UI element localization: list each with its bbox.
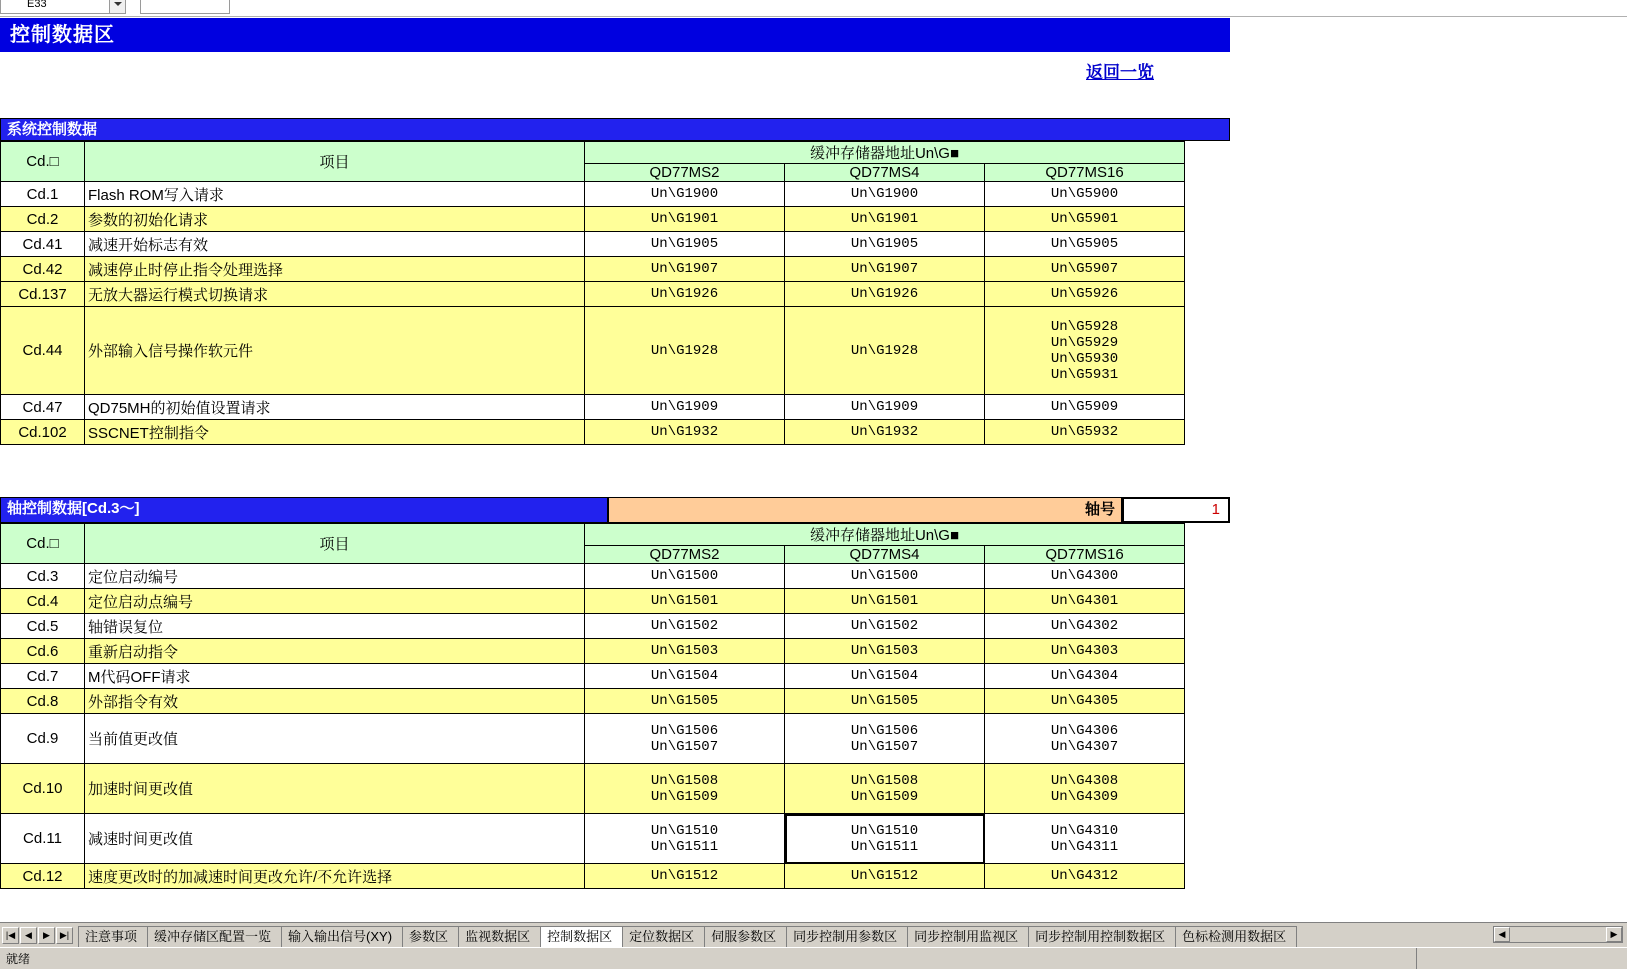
sheet-tab-8[interactable]: 同步控制用参数区 xyxy=(786,926,908,947)
cell-address-ms4[interactable]: Un\G1932 xyxy=(785,420,985,445)
cell-cd: Cd.5 xyxy=(1,614,85,639)
table-row xyxy=(1,814,1185,864)
cell-address-ms4[interactable]: Un\G1512 xyxy=(785,864,985,889)
cell-address-ms2[interactable]: Un\G1501 xyxy=(585,589,785,614)
cell-cd: Cd.11 xyxy=(1,814,85,864)
cell-address-ms16[interactable]: Un\G4303 xyxy=(985,639,1185,664)
cell-address-ms4[interactable]: Un\G1506 Un\G1507 xyxy=(785,714,985,764)
cell-address-ms16[interactable]: Un\G4308 Un\G4309 xyxy=(985,764,1185,814)
status-text: 就绪 xyxy=(6,952,31,966)
cell-cd: Cd.42 xyxy=(1,257,85,282)
cell-address-ms16[interactable]: Un\G5932 xyxy=(985,420,1185,445)
header-cd: Cd.□ xyxy=(1,524,85,564)
section-banner-system-control: 系统控制数据 xyxy=(0,118,1230,141)
cell-address-ms16[interactable]: Un\G5909 xyxy=(985,395,1185,420)
cell-item: QD75MH的初始值设置请求 xyxy=(85,395,585,420)
cell-cd: Cd.41 xyxy=(1,232,85,257)
cell-cd: Cd.47 xyxy=(1,395,85,420)
cell-address-ms16[interactable]: Un\G4312 xyxy=(985,864,1185,889)
table-row xyxy=(1,257,1185,282)
cell-address-ms2[interactable]: Un\G1512 xyxy=(585,864,785,889)
table-header-row xyxy=(1,524,1185,546)
section-banner-axis-control: 轴控制数据[Cd.3～] xyxy=(0,497,608,523)
cell-cd: Cd.1 xyxy=(1,182,85,207)
cell-address-ms4[interactable]: Un\G1901 xyxy=(785,207,985,232)
table-row xyxy=(1,182,1185,207)
table-row xyxy=(1,639,1185,664)
cell-address-ms4[interactable]: Un\G1905 xyxy=(785,232,985,257)
cell-address-ms2[interactable]: Un\G1907 xyxy=(585,257,785,282)
cell-item: 减速停止时停止指令处理选择 xyxy=(85,257,585,282)
table-row xyxy=(1,564,1185,589)
table-header-row xyxy=(1,142,1185,164)
cell-cd: Cd.44 xyxy=(1,307,85,395)
table-row xyxy=(1,714,1185,764)
header-model-qd77ms4: QD77MS4 xyxy=(785,164,985,182)
header-buffer-memory: 缓冲存储器地址Un\G■ xyxy=(585,524,1185,546)
sheet-nav-button-2[interactable]: ▶ xyxy=(38,927,55,944)
table-row xyxy=(1,664,1185,689)
cell-item: 当前值更改值 xyxy=(85,714,585,764)
sheet-tab-bar xyxy=(0,922,1627,947)
sheet-tab-1[interactable]: 缓冲存储区配置一览 xyxy=(147,926,282,947)
sheet-tab-3[interactable]: 参数区 xyxy=(402,926,459,947)
system-control-data-table xyxy=(0,141,1185,445)
sheet-tab-6[interactable]: 定位数据区 xyxy=(622,926,705,947)
cell-cd: Cd.2 xyxy=(1,207,85,232)
cell-item: 速度更改时的加减速时间更改允许/不允许选择 xyxy=(85,864,585,889)
cell-address-ms2[interactable]: Un\G1500 xyxy=(585,564,785,589)
sheet-nav-button-0[interactable]: |◀ xyxy=(2,927,19,944)
cell-address-ms4[interactable]: Un\G1926 xyxy=(785,282,985,307)
scroll-right-arrow-icon[interactable]: ▶ xyxy=(1606,927,1622,942)
cell-address-ms16[interactable]: Un\G4302 xyxy=(985,614,1185,639)
cell-address-ms16[interactable]: Un\G5900 xyxy=(985,182,1185,207)
table-row xyxy=(1,395,1185,420)
cell-address-ms4[interactable]: Un\G1928 xyxy=(785,307,985,395)
sheet-tabs xyxy=(78,925,1296,947)
sheet-tab-0[interactable]: 注意事项 xyxy=(78,926,148,947)
cell-address-ms4[interactable]: Un\G1900 xyxy=(785,182,985,207)
cell-cd: Cd.102 xyxy=(1,420,85,445)
cell-address-ms4[interactable]: Un\G1909 xyxy=(785,395,985,420)
cell-address-ms16[interactable]: Un\G5901 xyxy=(985,207,1185,232)
cell-item: 外部输入信号操作软元件 xyxy=(85,307,585,395)
cell-cd: Cd.7 xyxy=(1,664,85,689)
sheet-tab-11[interactable]: 色标检测用数据区 xyxy=(1175,926,1297,947)
cell-address-ms2[interactable]: Un\G1506 Un\G1507 xyxy=(585,714,785,764)
header-model-qd77ms16: QD77MS16 xyxy=(985,546,1185,564)
cell-address-ms16[interactable]: Un\G5907 xyxy=(985,257,1185,282)
axis-number-label: 轴号 xyxy=(608,497,1122,523)
cell-item: 重新启动指令 xyxy=(85,639,585,664)
cell-item: 加速时间更改值 xyxy=(85,764,585,814)
cell-item: M代码OFF请求 xyxy=(85,664,585,689)
table-row xyxy=(1,307,1185,395)
header-item: 项目 xyxy=(85,524,585,564)
table-row xyxy=(1,864,1185,889)
header-cd: Cd.□ xyxy=(1,142,85,182)
cell-address-ms2[interactable]: Un\G1504 xyxy=(585,664,785,689)
header-buffer-memory: 缓冲存储器地址Un\G■ xyxy=(585,142,1185,164)
cell-address-ms2[interactable]: Un\G1905 xyxy=(585,232,785,257)
sheet-nav-button-3[interactable]: ▶| xyxy=(56,927,73,944)
cell-cd: Cd.10 xyxy=(1,764,85,814)
formula-input[interactable] xyxy=(140,0,230,14)
cell-address-ms4[interactable]: Un\G1504 xyxy=(785,664,985,689)
cell-address-ms4[interactable]: Un\G1505 xyxy=(785,689,985,714)
cell-address-ms16[interactable]: Un\G4301 xyxy=(985,589,1185,614)
header-model-qd77ms4: QD77MS4 xyxy=(785,546,985,564)
cell-cd: Cd.6 xyxy=(1,639,85,664)
scroll-left-arrow-icon[interactable]: ◀ xyxy=(1494,927,1510,942)
sheet-tab-5[interactable]: 控制数据区 xyxy=(540,926,623,947)
cell-address-ms4[interactable]: Un\G1510 Un\G1511 xyxy=(785,814,985,864)
cell-address-ms4[interactable]: Un\G1503 xyxy=(785,639,985,664)
cell-address-ms16[interactable]: Un\G5905 xyxy=(985,232,1185,257)
sheet-tab-10[interactable]: 同步控制用控制数据区 xyxy=(1028,926,1176,947)
header-model-qd77ms2: QD77MS2 xyxy=(585,546,785,564)
cell-address-ms16[interactable]: Un\G4304 xyxy=(985,664,1185,689)
table-row xyxy=(1,689,1185,714)
cell-address-ms16[interactable]: Un\G5928 Un\G5929 Un\G5930 Un\G5931 xyxy=(985,307,1185,395)
header-item: 项目 xyxy=(85,142,585,182)
cell-address-ms16[interactable]: Un\G4306 Un\G4307 xyxy=(985,714,1185,764)
sheet-tab-2[interactable]: 输入输出信号(XY) xyxy=(281,926,403,947)
formula-bar-strip xyxy=(0,0,1627,17)
cell-address-ms4[interactable]: Un\G1500 xyxy=(785,564,985,589)
sheet-tab-9[interactable]: 同步控制用监视区 xyxy=(907,926,1029,947)
cell-address-ms2[interactable]: Un\G1926 xyxy=(585,282,785,307)
sheet-tab-7[interactable]: 伺服参数区 xyxy=(704,926,787,947)
page-title: 控制数据区 xyxy=(0,18,1230,52)
cell-address-ms2[interactable]: Un\G1928 xyxy=(585,307,785,395)
cell-item: 减速开始标志有效 xyxy=(85,232,585,257)
cell-address-ms4[interactable]: Un\G1907 xyxy=(785,257,985,282)
header-model-qd77ms16: QD77MS16 xyxy=(985,164,1185,182)
cell-address-ms16[interactable]: Un\G4300 xyxy=(985,564,1185,589)
name-box-dropdown-icon[interactable] xyxy=(110,0,126,14)
cell-item: 定位启动点编号 xyxy=(85,589,585,614)
status-right-pane xyxy=(1416,948,1627,969)
cell-address-ms16[interactable]: Un\G4305 xyxy=(985,689,1185,714)
cell-cd: Cd.8 xyxy=(1,689,85,714)
cell-cd: Cd.9 xyxy=(1,714,85,764)
cell-address-ms2[interactable]: Un\G1932 xyxy=(585,420,785,445)
header-model-qd77ms2: QD77MS2 xyxy=(585,164,785,182)
sheet-nav-buttons[interactable] xyxy=(2,927,73,944)
cell-address-ms2[interactable]: Un\G1505 xyxy=(585,689,785,714)
table-row xyxy=(1,764,1185,814)
cell-item: 轴错误复位 xyxy=(85,614,585,639)
cell-item: 参数的初始化请求 xyxy=(85,207,585,232)
table-row xyxy=(1,614,1185,639)
table-row xyxy=(1,207,1185,232)
cell-item: 定位启动编号 xyxy=(85,564,585,589)
cell-address-ms4[interactable]: Un\G1508 Un\G1509 xyxy=(785,764,985,814)
table-row xyxy=(1,282,1185,307)
axis-number-input[interactable]: 1 xyxy=(1122,497,1230,523)
sheet-tab-4[interactable]: 监视数据区 xyxy=(458,926,541,947)
cell-item: 外部指令有效 xyxy=(85,689,585,714)
cell-item: Flash ROM写入请求 xyxy=(85,182,585,207)
cell-address-ms2[interactable]: Un\G1508 Un\G1509 xyxy=(585,764,785,814)
horizontal-scrollbar[interactable] xyxy=(1493,926,1623,943)
cell-address-ms2[interactable]: Un\G1503 xyxy=(585,639,785,664)
cell-item: 无放大器运行模式切换请求 xyxy=(85,282,585,307)
cell-item: 减速时间更改值 xyxy=(85,814,585,864)
cell-cd: Cd.12 xyxy=(1,864,85,889)
cell-address-ms4[interactable]: Un\G1501 xyxy=(785,589,985,614)
cell-address-ms2[interactable]: Un\G1900 xyxy=(585,182,785,207)
cell-address-ms4[interactable]: Un\G1502 xyxy=(785,614,985,639)
status-bar xyxy=(0,947,1627,969)
sheet-nav-button-1[interactable]: ◀ xyxy=(20,927,37,944)
axis-control-data-table xyxy=(0,523,1185,889)
cell-address-ms2[interactable]: Un\G1901 xyxy=(585,207,785,232)
table-row xyxy=(1,420,1185,445)
cell-cd: Cd.137 xyxy=(1,282,85,307)
cell-item: SSCNET控制指令 xyxy=(85,420,585,445)
cell-address-ms2[interactable]: Un\G1909 xyxy=(585,395,785,420)
cell-address-ms16[interactable]: Un\G5926 xyxy=(985,282,1185,307)
cell-address-ms2[interactable]: Un\G1502 xyxy=(585,614,785,639)
name-box[interactable]: E33 xyxy=(0,0,110,14)
table-row xyxy=(1,232,1185,257)
cell-address-ms2[interactable]: Un\G1510 Un\G1511 xyxy=(585,814,785,864)
cell-address-ms16[interactable]: Un\G4310 Un\G4311 xyxy=(985,814,1185,864)
back-to-list-link[interactable]: 返回一览 xyxy=(1086,63,1154,82)
table-row xyxy=(1,589,1185,614)
cell-cd: Cd.3 xyxy=(1,564,85,589)
cell-cd: Cd.4 xyxy=(1,589,85,614)
